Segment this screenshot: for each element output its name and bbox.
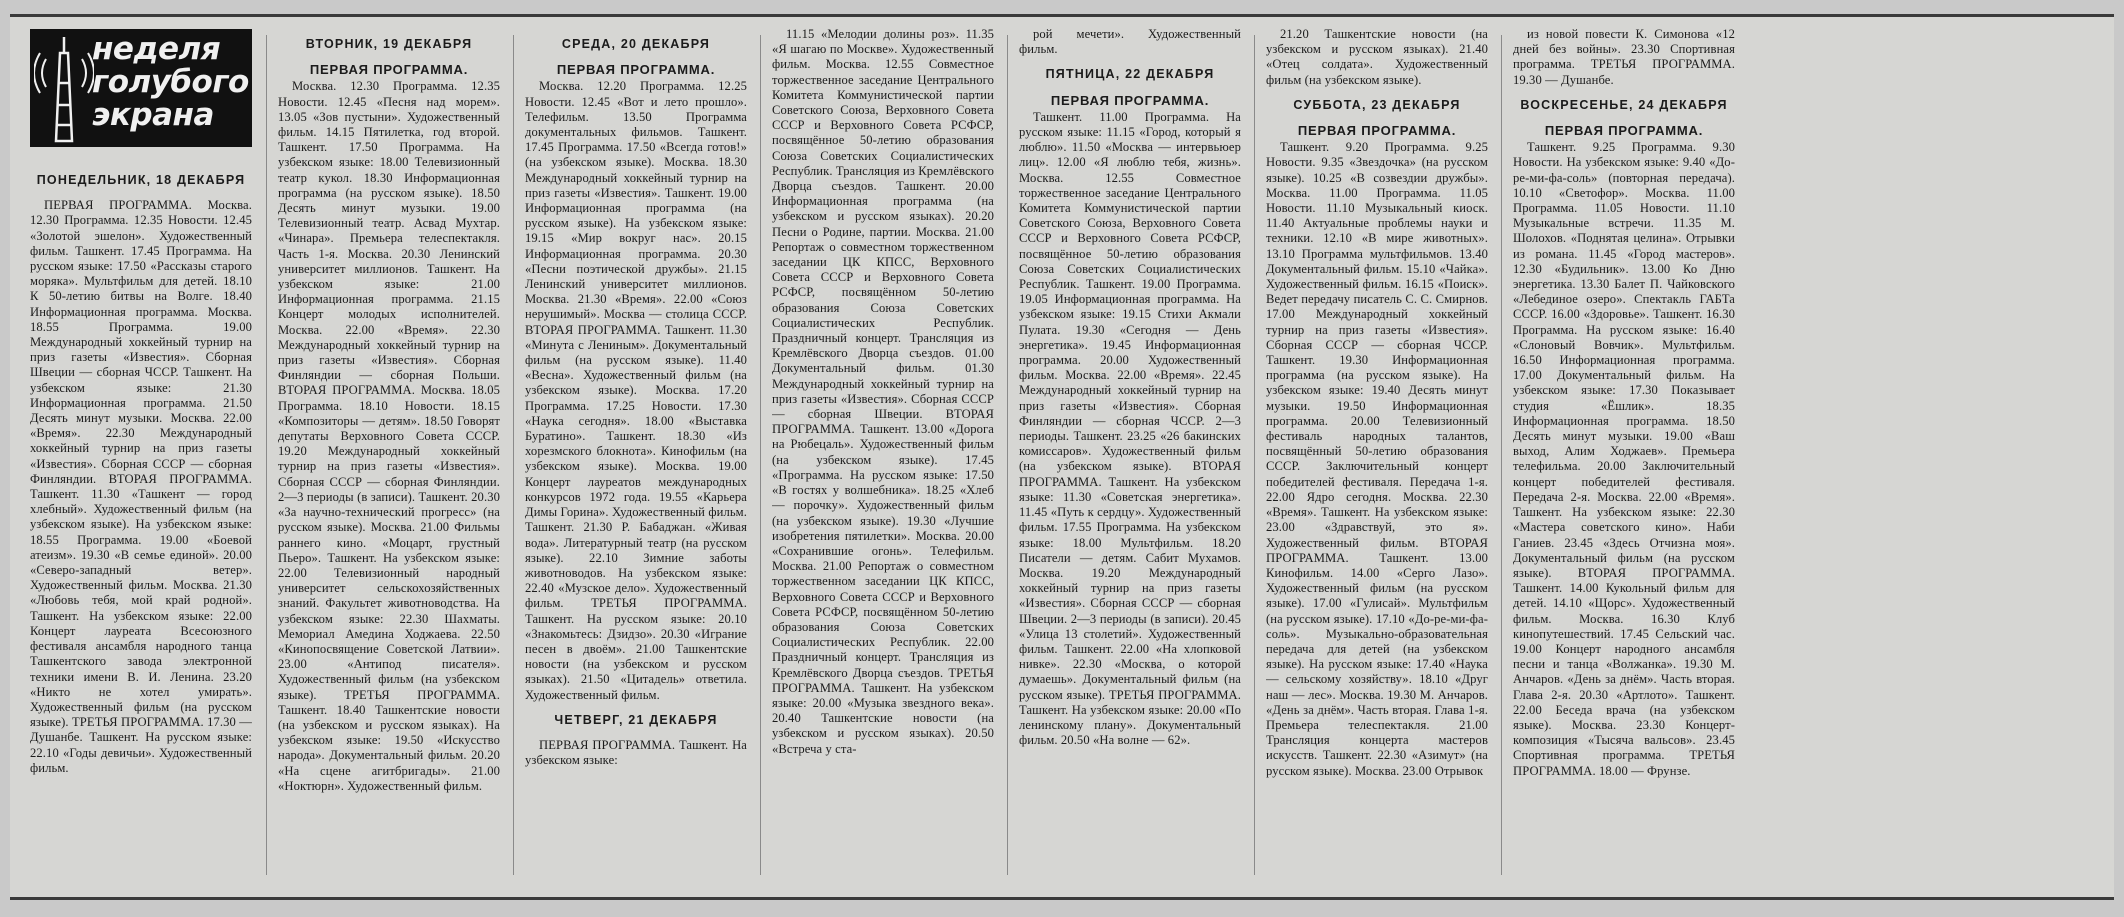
- column-monday: [30, 27, 252, 887]
- logo-week-of-blue-screen: [30, 27, 252, 149]
- schedule-text-sunday: Ташкент. 9.25 Программа. 9.30 Новости. На узбекском языке: 9.40 «До-ре-ми-фа-соль» (повторная передача). 10.10 «Светофор». Москва. 11.00 Программа. 11.05 Новости. 11.10 Музыкальные встречи. 11.35 М. Шолохов. «Поднятая целина». Отрывки из романа. 11.45 «Город мастеров». 12.30 «Будильник». 13.00 Ко Дню энергетика. 13.30 Балет П. Чайковского «Лебединое озеро». Спектакль ГАБТа СССР. 16.00 «Здоровье». Ташкент. 16.30 Программа. На русском языке: 16.40 «Слоновый Вовчик». Мультфильм. 16.50 Информационная программа. 17.00 Документальный фильм. На узбекском языке: 17.30 Показывает студия «Ёшлик». 18.35 Информационная программа. 18.50 Десять минут музыки. 19.00 «Ваш выход, Алим Ходжаев». Премьера телефильма. 20.00 Заключительный концерт победителей фестиваля. Передача 2-я. Москва. 22.00 «Время». Ташкент. На узбекском языке: 22.30 «Мастера советского кино». Наби Ганиев. 23.45 «Здесь Отчизна моя». Документальный фильм (на русском языке). ВТОРАЯ ПРОГРАММА. Ташкент. 14.00 Кукольный фильм для детей. 14.10 «Щорс». Художественный фильм. Москва. 16.30 Клуб кинопутешествий. 17.45 Сельский час. 19.00 Концерт народного ансамбля песни и танца «Волжанка». 19.30 М. Анчаров. «День за днём». Часть вторая. Глава 2-я. 20.30 «Артлото». Ташкент. 22.00 Беседа врача (на узбекском языке). Москва. 23.30 Концерт-композиция «Тысяча вальсов». 23.45 Спортивная программа. ТРЕТЬЯ ПРОГРАММА. 18.00 — Фрунзе.: [1513, 140, 1735, 778]
- program-heading-saturday: ПЕРВАЯ ПРОГРАММА.: [1297, 123, 1457, 139]
- column-sunday: [1513, 27, 1735, 887]
- column-divider: [266, 35, 267, 875]
- column-divider: [1254, 35, 1255, 875]
- logo-line-3: экрана: [92, 97, 214, 133]
- schedule-text-tuesday: Москва. 12.30 Программа. 12.35 Новости. 12.45 «Песня над морем». 13.05 «Зов пустыни». Художественный фильм. 14.15 Пятилетка, год второй. Ташкент. 17.50 Программа. На узбекском языке: 18.00 Телевизионный театр кукол. 18.30 Информационная программа (на русском языке). 18.50 Десять минут музыки. 19.00 Телевизионный театр. Асвад Мухтар. «Чинара». Премьера телеспектакля. Часть 1-я. Москва. 20.30 Ленинский университет миллионов. Ташкент. На узбекском языке: 21.00 Информационная программа. 21.15 Концерт молодых исполнителей. Москва. 22.00 «Время». 22.30 Международный хоккейный турнир на приз газеты «Известия». Сборная Финляндии — сборная Польши. ВТОРАЯ ПРОГРАММА. Москва. 18.05 Программа. 18.10 Новости. 18.15 «Композиторы — детям». 18.50 Говорят депутаты Верховного Совета СССР. 19.20 Международный хоккейный турнир на приз газеты «Известия». Сборная СССР — сборная Финляндии. 2—3 периоды (в записи). Ташкент. 20.30 «За научно-технический прогресс» (на русском языке). Москва. 21.00 Фильмы раннего кино. «Моцарт, грустный Пьеро». Ташкент. На узбекском языке: 22.00 Телевизионный народный университет сельскохозяйственных знаний. Факультет животноводства. На узбекском языке: 22.30 Шахматы. Мемориал Амедина Ходжаева. 22.50 «Кинопосвящение Советской Латвии». 23.00 «Антипод писателя». Художественный фильм (на узбекском языке). ТРЕТЬЯ ПРОГРАММА. Ташкент. 18.40 Ташкентские новости (на узбекском и русском языках). На узбекском языке: 19.50 «Искусство народа». Документальный фильм. 20.20 «На сцене агитбригады». 21.00 «Ноктюрн». Художественный фильм.: [278, 79, 500, 793]
- day-heading-saturday: СУББОТА, 23 ДЕКАБРЯ: [1293, 97, 1461, 112]
- day-heading-tuesday: ВТОРНИК, 19 ДЕКАБРЯ: [305, 37, 473, 51]
- column-wednesday: [525, 27, 747, 887]
- column-divider: [1501, 35, 1502, 875]
- schedule-text-saturday-end: из новой повести К. Симонова «12 дней без войны». 23.30 Спортивная программа. ТРЕТЬЯ ПРОГРАММА. 19.30 — Душанбе.: [1513, 27, 1735, 87]
- schedule-text-friday: Ташкент. 11.00 Программа. На русском языке: 11.15 «Город, который я люблю». 11.50 «Москва — интервьюер лиц». 12.00 «Я люблю тебя, жизнь». Москва. 12.55 Совместное торжественное заседание Центрального Комитета Коммунистической партии Советского Союза, Верховного Совета СССР и Верховного Совета РСФСР, посвящённое 50-летию образования Союза Советских Социалистических Республик. Ташкент. 19.00 Программа. 19.05 Информационная программа. На узбекском языке: 19.15 Стихи Акмали Пулата. 19.30 «Сегодня — День энергетика». 19.45 Информационная программа. 20.00 Художественный фильм. Москва. 22.00 «Время». 22.45 Международный хоккейный турнир на приз газеты «Известия». Сборная Финляндии — сборная ЧССР. 2—3 периоды. Ташкент. 23.25 «26 бакинских комиссаров». Художественный фильм (на узбекском языке). ВТОРАЯ ПРОГРАММА. Ташкент. На узбекском языке: 11.30 «Советская энергетика». 11.45 «Путь к сердцу». Художественный фильм. 17.55 Программа. На узбекском языке: 18.00 Мультфильм. 18.20 Писатели — детям. Сабит Мухамов. Москва. 19.20 Международный хоккейный турнир на приз газеты «Известия». Сборная СССР — сборная Швеции. 2—3 периоды (в записи). 20.45 «Улица 13 столетий». Художественный фильм. Ташкент. 22.00 «На хлопковой нивке». 22.30 «Москва, о которой думаешь». Документальный фильм (на русском языке). ТРЕТЬЯ ПРОГРАММА. Ташкент. На узбекском языке: 20.00 «По ленинскому плану». Документальный фильм. 20.50 «На волне — 62».: [1019, 109, 1241, 748]
- schedule-text-thursday: 11.15 «Мелодии долины роз». 11.35 «Я шагаю по Москве». Художественный фильм. Москва. 12.55 Совместное торжественное заседание Центрального Комитета Коммунистической партии Советского Союза, Верховного Совета СССР и Верховного Совета РСФСР, посвящённое 50-летию образования Союза Советских Социалистических Республик. Трансляция из Кремлёвского Дворца съездов. Ташкент. 20.00 Информационная программа (на узбекском и русском языках). 20.20 Песни о Родине, партии. Москва. 21.00 Репортаж о совместном торжественном заседании ЦК КПСС, Верховного Совета СССР и Верховного Совета РСФСР, посвящённом 50-летию образования Союза Советских Социалистических Республик. Праздничный концерт. Трансляция из Кремлёвского Дворца съездов. 01.00 Документальный фильм. 01.30 Международный хоккейный турнир на приз газеты «Известия». Сборная СССР — сборная Швеции. ВТОРАЯ ПРОГРАММА. Ташкент. 13.00 «Дорога на Рюбецаль». Художественный фильм (на узбекском языке). 17.45 «Программа. На русском языке: 17.50 «В гостях у волшебника». 18.25 «Хлеб — порочку». Художественный фильм (на узбекском языке). 19.30 «Лучшие изобретения пятилетки». Москва. 20.00 «Сохранившие огонь». Телефильм. Москва. 21.00 Репортаж о совместном торжественном заседании ЦК КПСС, Верховного Совета СССР и Верховного Совета РСФСР, посвящённом 50-летию образования Союза Советских Социалистических Республик. 22.00 Праздничный концерт. Трансляция из Кремлёвского Дворца съездов. ТРЕТЬЯ ПРОГРАММА. Ташкент. На узбекском языке: 20.00 «Музыка звездного века». 20.40 Ташкентские новости (на узбекском и русском языках). 20.50 «Встреча у ста-: [772, 27, 994, 756]
- column-thursday: [772, 27, 994, 887]
- day-heading-monday: ПОНЕДЕЛЬНИК, 18 ДЕКАБРЯ: [36, 173, 246, 187]
- schedule-text-monday: ПЕРВАЯ ПРОГРАММА. Москва. 12.30 Программа. 12.35 Новости. 12.45 «Золотой эшелон». Художественный фильм. Ташкент. 17.45 Программа. На русском языке: 17.50 «Рассказы старого моряка». Мультфильм для детей. 18.10 К 50-летию битвы на Волге. 18.40 Информационная программа. Москва. 18.55 Программа. 19.00 Международный хоккейный турнир на приз газеты «Известия». Сборная Швеции — сборная ЧССР. Ташкент. На узбекском языке: 21.30 Информационная программа. 21.50 Десять минут музыки. Москва. 22.00 «Время». 22.30 Международный хоккейный турнир на приз газеты «Известия». Сборная СССР — сборная Финляндии. ВТОРАЯ ПРОГРАММА. Ташкент. 11.30 «Ташкент — город хлебный». Художественный фильм (на узбекском языке). На узбекском языке: 18.55 Программа. 19.00 «Боевой атеизм». 19.30 «В семье единой». 20.00 «Северо-западный ветер». Художественный фильм. Москва. 21.30 «Любовь тебя, мой край родной». Ташкент. На узбекском языке: 22.00 Концерт лауреата Всесоюзного фестиваля ансамбля народного танца Ташкентского завода электронной техники имени В. И. Ленина. 23.20 «Никто не хотел умирать». Художественный фильм (на русском языке). ТРЕТЬЯ ПРОГРАММА. 17.30 — Душанбе. Ташкент. На русском языке: 22.10 «Годы девичьи». Художественный фильм.: [30, 198, 252, 775]
- program-heading-tuesday: ПЕРВАЯ ПРОГРАММА.: [309, 62, 469, 78]
- column-saturday: [1266, 27, 1488, 887]
- day-heading-thursday: ЧЕТВЕРГ, 21 ДЕКАБРЯ: [554, 712, 718, 727]
- newspaper-page: [10, 14, 2114, 900]
- day-heading-wednesday: СРЕДА, 20 ДЕКАБРЯ: [561, 37, 711, 51]
- program-heading-friday: ПЕРВАЯ ПРОГРАММА.: [1050, 92, 1210, 108]
- column-divider: [1007, 35, 1008, 875]
- schedule-text-saturday: Ташкент. 9.20 Программа. 9.25 Новости. 9.35 «Звездочка» (на русском языке). 10.25 «В созвездии дружбы». Москва. 11.00 Программа. 11.05 Новости. 11.10 Музыкальный киоск. 11.40 Актуальные проблемы науки и техники. 12.10 «В мире животных». 13.10 Программа мультфильмов. 13.40 Документальный фильм. 15.10 «Чайка». Художественный фильм. 16.15 «Поиск». Ведет передачу писатель С. С. Смирнов. 17.00 Международный хоккейный турнир на приз газеты «Известия». Сборная СССР — сборная ЧССР. Ташкент. 19.30 Информационная программа (на русском языке). На узбекском языке: 19.40 Десять минут музыки. 19.50 Информационная программа. 20.00 Телевизионный фестиваль народных талантов, посвящённый 50-летию образования СССР. Заключительный концерт победителей фестиваля. Передача 1-я. 22.00 Ядро сегодня. Москва. 22.30 «Время». Ташкент. На узбекском языке: 23.00 «Здравствуй, это я». Художественный фильм. ВТОРАЯ ПРОГРАММА. Ташкент. 13.00 Кинофильм. 14.00 «Серго Лазо». Художественный фильм (на русском языке). 17.00 «Гулисай». Мультфильм (на русском языке). 17.10 «До-ре-ми-фа-соль». Музыкально-образовательная передача для детей (на узбекском языке). На русском языке: 17.40 «Наука — сельскому хозяйству». 18.10 «Друг наш — лес». Москва. 19.30 М. Анчаров. «День за днём». Часть вторая. Глава 1-я. Премьера телеспектакля. 21.00 Трансляция концерта мастеров искусств. Ташкент. 22.30 «Азимут» (на русском языке). Москва. 23.00 Отрывок: [1266, 140, 1488, 778]
- logo-title: [92, 33, 250, 132]
- program-heading-wednesday: ПЕРВАЯ ПРОГРАММА.: [556, 62, 716, 78]
- column-divider: [760, 35, 761, 875]
- day-heading-sunday: ВОСКРЕСЕНЬЕ, 24 ДЕКАБРЯ: [1520, 97, 1728, 112]
- schedule-text-friday-end: 21.20 Ташкентские новости (на узбекском и русском языках). 21.40 «Отец солдата». Художественный фильм (на узбекском языке).: [1266, 27, 1488, 87]
- logo-line-2: голубого: [92, 64, 249, 100]
- tv-tower-icon: [34, 33, 94, 145]
- program-heading-sunday: ПЕРВАЯ ПРОГРАММА.: [1544, 123, 1704, 139]
- column-divider: [513, 35, 514, 875]
- schedule-text-thursday-end: рой мечети». Художественный фильм.: [1019, 27, 1241, 57]
- schedule-text-thursday-start: ПЕРВАЯ ПРОГРАММА. Ташкент. На узбекском языке:: [525, 737, 747, 768]
- logo-line-1: неделя: [92, 31, 221, 67]
- schedule-text-wednesday: Москва. 12.20 Программа. 12.25 Новости. 12.45 «Вот и лето прошло». Телефильм. 13.50 Программа документальных фильмов. Ташкент. 17.45 Программа. 17.50 «Всегда готов!» (на узбекском языке). Москва. 18.30 Международный хоккейный турнир на приз газеты «Известия». Ташкент. 19.00 Информационная программа (на русском языке). На узбекском языке: 19.15 «Мир вокруг нас». 20.15 Информационная программа. 20.30 «Песни поэтической дружбы». 21.15 Ленинский университет миллионов. Москва. 21.30 «Время». 22.00 «Союз нерушимый». Москва — столица СССР. ВТОРАЯ ПРОГРАММА. Ташкент. 11.30 «Минута с Лениным». Документальный фильм (на русском языке). 11.40 «Весна». Художественный фильм (на узбекском языке). Москва. 17.20 Программа. 17.25 Новости. 17.30 «Наука сегодня». 18.00 «Выставка Буратино». Ташкент. 18.30 «Из хорезмского блокнота». Кинофильм (на узбекском языке). Москва. 19.00 Концерт лауреатов международных конкурсов 1972 года. 19.55 «Карьера Димы Горина». Художественный фильм. Ташкент. 21.30 Р. Бабаджан. «Живая вода». Литературный театр (на русском языке). 22.10 Зимние заботы животноводов. На узбекском языке: 22.40 «Музское дело». Художественный фильм. ТРЕТЬЯ ПРОГРАММА. Ташкент. На русском языке: 20.10 «Знакомьтесь: Дзидзо». 20.30 «Играние песен в двоём». 21.00 Ташкентские новости (на узбекском и русском языках). 21.50 «Цитадель» ответила. Художественный фильм.: [525, 79, 747, 702]
- day-heading-friday: ПЯТНИЦА, 22 ДЕКАБРЯ: [1045, 67, 1215, 82]
- column-friday: [1019, 27, 1241, 887]
- column-tuesday: [278, 27, 500, 887]
